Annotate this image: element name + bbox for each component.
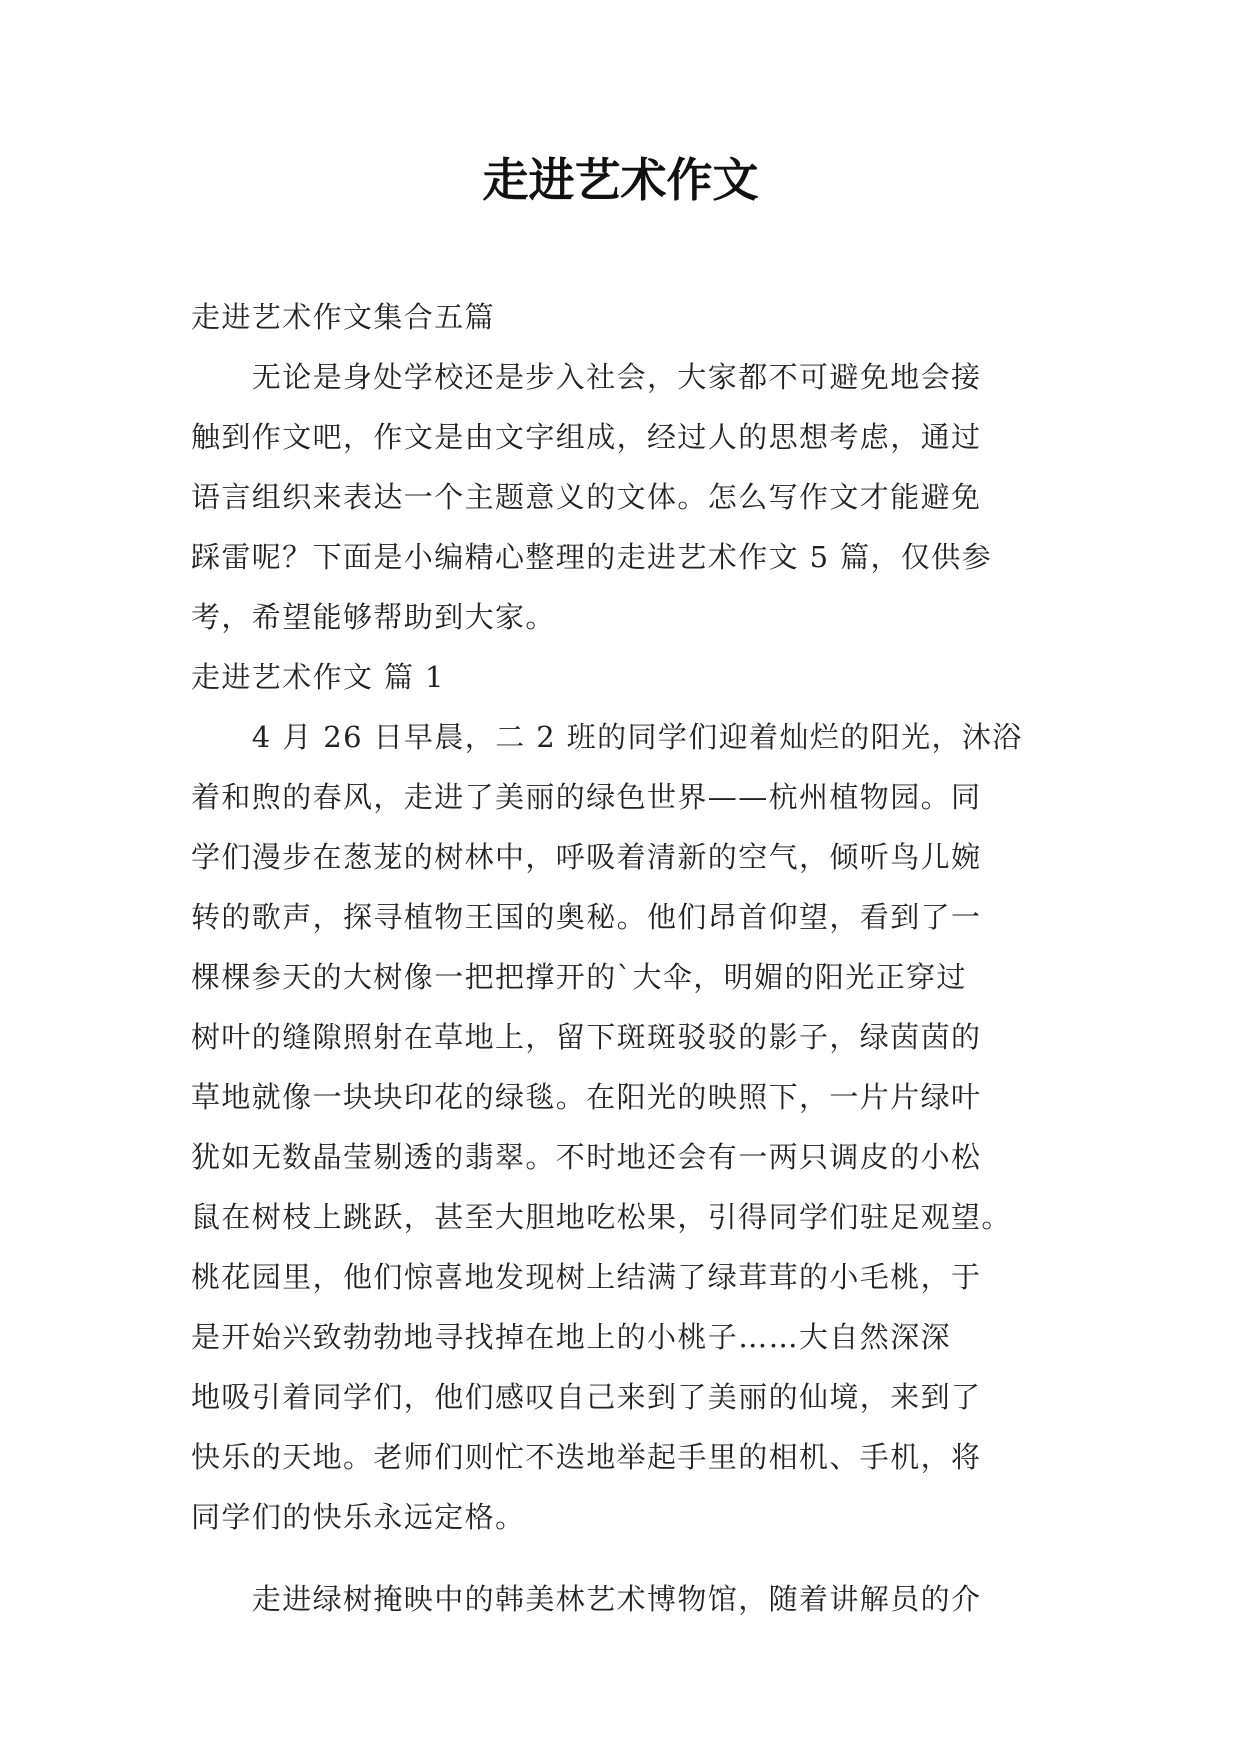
text-line: 快乐的天地。老师们则忙不迭地举起手里的相机、手机，将 xyxy=(191,1440,982,1474)
text-line: 桃花园里，他们惊喜地发现树上结满了绿茸茸的小毛桃，于 xyxy=(191,1260,982,1294)
section-heading: 走进艺术作文 篇 1 xyxy=(191,660,445,694)
text-line: 走进绿树掩映中的韩美林艺术博物馆，随着讲解员的介 xyxy=(191,1582,982,1616)
text-line: 无论是身处学校还是步入社会，大家都不可避免地会接 xyxy=(191,360,982,394)
text-line: 地吸引着同学们，他们感叹自己来到了美丽的仙境，来到了 xyxy=(191,1380,982,1414)
text-line: 是开始兴致勃勃地寻找掉在地上的小桃子……大自然深深 xyxy=(191,1320,952,1354)
text-line: 踩雷呢？下面是小编精心整理的走进艺术作文 5 篇，仅供参 xyxy=(191,540,993,574)
text-line: 棵棵参天的大树像一把把撑开的`大伞，明媚的阳光正穿过 xyxy=(191,960,967,994)
text-line: 犹如无数晶莹剔透的翡翠。不时地还会有一两只调皮的小松 xyxy=(191,1140,982,1174)
text-line: 4 月 26 日早晨，二 2 班的同学们迎着灿烂的阳光，沐浴 xyxy=(191,720,1023,754)
document-body xyxy=(191,287,1057,1629)
text-line: 鼠在树枝上跳跃，甚至大胆地吃松果，引得同学们驻足观望。 xyxy=(191,1200,1012,1234)
section-paragraph xyxy=(191,1569,1057,1629)
text-line: 着和煦的春风，走进了美丽的绿色世界——杭州植物园。同 xyxy=(191,780,982,814)
text-line: 草地就像一块块印花的绿毯。在阳光的映照下，一片片绿叶 xyxy=(191,1080,982,1114)
text-line: 学们漫步在葱茏的树林中，呼吸着清新的空气，倾听鸟儿婉 xyxy=(191,840,982,874)
document-title: 走进艺术作文 xyxy=(482,153,759,207)
text-line: 触到作文吧，作文是由文字组成，经过人的思想考虑，通过 xyxy=(191,420,982,454)
text-line: 同学们的快乐永远定格。 xyxy=(191,1500,526,1534)
text-line: 语言组织来表达一个主题意义的文体。怎么写作文才能避免 xyxy=(191,480,982,514)
section-paragraph xyxy=(191,707,1057,1547)
intro-paragraph xyxy=(191,347,1057,647)
text-line: 考，希望能够帮助到大家。 xyxy=(191,600,556,634)
text-line: 转的歌声，探寻植物王国的奥秘。他们昂首仰望，看到了一 xyxy=(191,900,982,934)
paragraph-spacer xyxy=(191,1547,1057,1569)
collection-subtitle: 走进艺术作文集合五篇 xyxy=(191,300,496,334)
text-line: 树叶的缝隙照射在草地上，留下斑斑驳驳的影子，绿茵茵的 xyxy=(191,1020,982,1054)
